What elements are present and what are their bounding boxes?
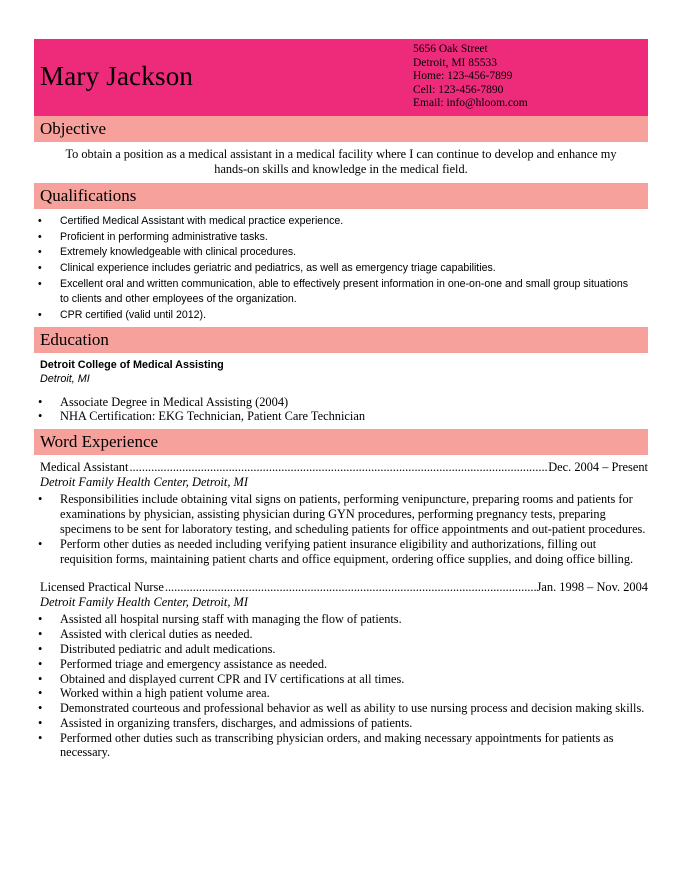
- dot-leader: [165, 580, 536, 595]
- list-item: • Demonstrated courteous and professional behavior as well as ability to use nursing process and decision making skills.: [34, 701, 648, 716]
- job-duties-list: [34, 610, 648, 760]
- list-item: • Extremely knowledgeable with clinical procedures.: [34, 245, 638, 261]
- home-phone: Home: 123-456-7899: [413, 70, 513, 83]
- list-item: • Performed triage and emergency assistance as needed.: [34, 657, 648, 672]
- list-item: • Proficient in performing administrative tasks.: [34, 230, 638, 246]
- address-line-2: Detroit, MI 85533: [413, 56, 498, 69]
- list-item: • Performed other duties such as transcribing physician orders, and making necessary appointments for patients as necessary.: [34, 731, 648, 761]
- education-heading-bar: [34, 327, 648, 353]
- experience-heading: Word Experience: [40, 432, 159, 452]
- job-title: Licensed Practical Nurse: [40, 580, 164, 595]
- school-name: Detroit College of Medical Assisting: [40, 358, 224, 371]
- job-dates: Jan. 1998 – Nov. 2004: [536, 580, 648, 595]
- list-item: • Certified Medical Assistant with medical practice experience.: [34, 214, 638, 230]
- job-company: Detroit Family Health Center, Detroit, MI: [40, 595, 248, 610]
- job-dates: Dec. 2004 – Present: [548, 460, 648, 475]
- resume-page: [34, 39, 648, 760]
- school-location: Detroit, MI: [40, 372, 90, 385]
- objective-heading: Objective: [40, 119, 107, 138]
- education-block: [34, 353, 648, 386]
- qualifications-list: [34, 209, 648, 327]
- job-header: [40, 460, 648, 475]
- job-company: Detroit Family Health Center, Detroit, MI: [40, 475, 248, 490]
- list-item: • Assisted in organizing transfers, discharges, and admissions of patients.: [34, 716, 648, 731]
- job-title: Medical Assistant: [40, 460, 129, 475]
- list-item: • CPR certified (valid until 2012).: [34, 308, 638, 324]
- candidate-name: Mary Jackson: [40, 61, 194, 91]
- list-item: • NHA Certification: EKG Technician, Patient Care Technician: [34, 409, 648, 423]
- resume-header: [34, 39, 648, 116]
- cell-phone: Cell: 123-456-7890: [413, 83, 504, 96]
- list-item: • Excellent oral and written communication, able to effectively present information in one-on-one and small group situations to clients and other employees of the organization.: [34, 277, 638, 308]
- address-line-1: 5656 Oak Street: [413, 43, 488, 55]
- list-item: • Associate Degree in Medical Assisting (2004): [34, 395, 648, 409]
- list-item: • Perform other duties as needed including verifying patient insurance eligibility and authorizations, filling out requisition forms, maintaining patient charts and office equipment, ordering office supplies, and doing office billing.: [34, 537, 648, 567]
- list-item: • Assisted with clerical duties as needed.: [34, 627, 648, 642]
- contact-block: [413, 43, 528, 111]
- job-entry: [34, 566, 648, 760]
- qualifications-heading-bar: [34, 183, 648, 209]
- objective-heading-bar: [34, 116, 648, 142]
- education-list: [34, 386, 648, 430]
- list-item: • Clinical experience includes geriatric and pediatrics, as well as emergency triage capabilities.: [34, 261, 638, 277]
- education-heading: Education: [40, 329, 109, 349]
- job-header: [40, 580, 648, 595]
- objective-text: To obtain a position as a medical assistant in a medical facility where I can continue to develop and enhance my hands-on skills and knowledge in the medical field.: [65, 147, 617, 177]
- dot-leader: [129, 460, 547, 475]
- list-item: • Assisted all hospital nursing staff with managing the flow of patients.: [34, 612, 648, 627]
- qualifications-heading: Qualifications: [40, 185, 137, 205]
- job-duties-list: [34, 490, 648, 566]
- list-item: • Responsibilities include obtaining vital signs on patients, performing venipuncture, preparing rooms and patients for examinations by physician, assisting physician during GYN procedures, performing pregnancy tests, preparing specimens to be sent for laboratory testing, and scheduling patients for office appointments and out-patient procedures.: [34, 492, 648, 536]
- list-item: • Distributed pediatric and adult medications.: [34, 642, 648, 657]
- job-entry: [34, 455, 648, 566]
- list-item: • Obtained and displayed current CPR and IV certifications at all times.: [34, 672, 648, 687]
- experience-heading-bar: [34, 429, 648, 455]
- email: Email: info@hloom.com: [413, 97, 528, 110]
- list-item: • Worked within a high patient volume area.: [34, 686, 648, 701]
